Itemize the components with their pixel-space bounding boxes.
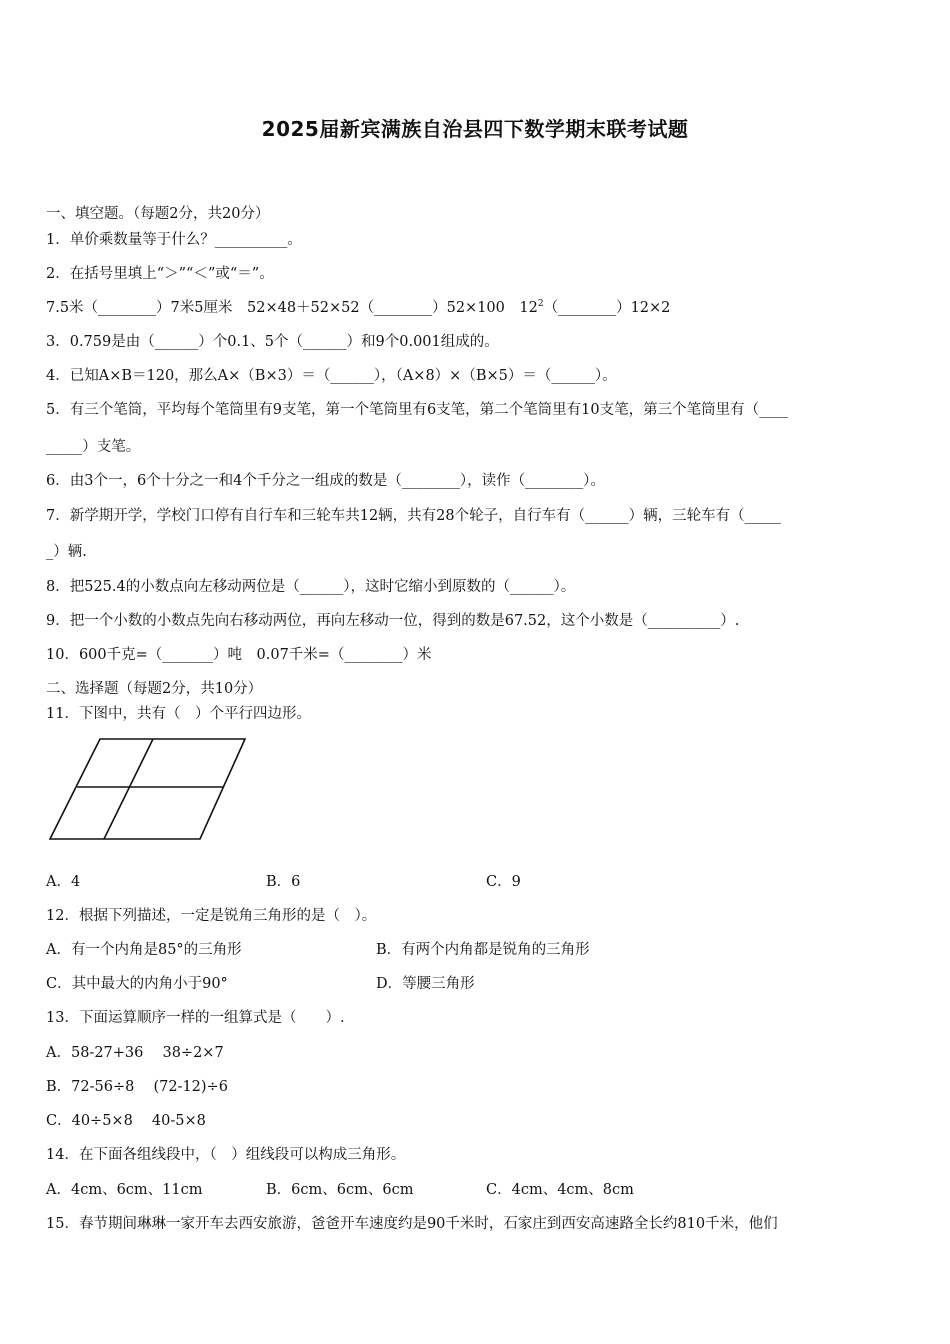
q11-option-b: B．6 bbox=[266, 874, 301, 890]
q12-option-c: C．其中最大的内角小于90° bbox=[46, 976, 228, 992]
question-13: 13．下面运算顺序一样的一组算式是（ ）. bbox=[46, 1010, 345, 1026]
question-11: 11．下图中，共有（ ）个平行四边形。 bbox=[46, 706, 311, 722]
question-2: 2．在括号里填上“＞”“＜”或“＝”。 bbox=[46, 266, 274, 282]
question-6: 6．由3个一，6个十分之一和4个千分之一组成的数是（________），读作（________）。 bbox=[46, 473, 605, 489]
q14-option-b: B．6cm、6cm、6cm bbox=[266, 1182, 414, 1198]
question-2-superscript: 2 bbox=[537, 299, 544, 310]
q12-option-a: A．有一个内角是85°的三角形 bbox=[46, 942, 242, 958]
q11-option-a: A．4 bbox=[46, 874, 81, 890]
question-3: 3．0.759是由（______）个0.1、5个（______）和9个0.001组成的。 bbox=[46, 334, 499, 350]
question-12: 12．根据下列描述，一定是锐角三角形的是（ ）。 bbox=[46, 908, 377, 924]
question-10: 10．600千克=（_______）吨 0.07千米=（________）米 bbox=[46, 647, 432, 663]
page-title: 2025届新宾满族自治县四下数学期末联考试题 bbox=[261, 117, 689, 141]
slanted-divider bbox=[104, 739, 153, 839]
question-2-items-main: 7.5米（________）7米5厘米 52×48＋52×52（________）52×100 12 bbox=[46, 300, 538, 316]
question-7-line-2: _）辆. bbox=[46, 544, 87, 560]
section-fill-in-heading: 一、填空题。（每题2分，共20分） bbox=[46, 206, 270, 222]
question-4: 4．已知A×B＝120，那么A×（B×3）＝（______），（A×8）×（B×5）＝（______）。 bbox=[46, 368, 617, 384]
question-14: 14．在下面各组线段中，（ ）组线段可以构成三角形。 bbox=[46, 1147, 406, 1163]
q12-option-d: D．等腰三角形 bbox=[376, 976, 475, 992]
q14-option-a: A．4cm、6cm、11cm bbox=[46, 1182, 203, 1198]
q13-option-b: B．72-56÷8 (72-12)÷6 bbox=[46, 1079, 228, 1095]
question-2-items bbox=[46, 296, 670, 317]
q13-option-a: A．58-27+36 38÷2×7 bbox=[46, 1045, 224, 1061]
question-15: 15．春节期间琳琳一家开车去西安旅游，爸爸开车速度约是90千米时，石家庄到西安高速路全长约810千米，他们 bbox=[46, 1216, 778, 1232]
question-7-line-1: 7．新学期开学，学校门口停有自行车和三轮车共12辆，共有28个轮子，自行车有（______）辆，三轮车有（_____ bbox=[46, 508, 781, 524]
question-8: 8．把525.4的小数点向左移动两位是（______），这时它缩小到原数的（______）。 bbox=[46, 579, 576, 595]
q11-option-c: C．9 bbox=[486, 874, 521, 890]
question-1: 1．单价乘数量等于什么？__________。 bbox=[46, 232, 302, 248]
question-2-items-tail: （________）12×2 bbox=[543, 300, 671, 316]
parallelogram-figure bbox=[46, 735, 248, 843]
question-5-line-1: 5．有三个笔筒，平均每个笔筒里有9支笔，第一个笔筒里有6支笔，第二个笔筒里有10支笔，第三个笔筒里有（____ bbox=[46, 402, 789, 418]
question-9: 9．把一个小数的小数点先向右移动两位，再向左移动一位，得到的数是67.52，这个小数是（__________）. bbox=[46, 613, 740, 629]
q13-option-c: C．40÷5×8 40-5×8 bbox=[46, 1113, 206, 1129]
section-choice-heading: 二、选择题（每题2分，共10分） bbox=[46, 681, 263, 697]
outer-parallelogram bbox=[50, 739, 245, 839]
question-5-line-2: _____）支笔。 bbox=[46, 439, 141, 455]
q12-option-b: B．有两个内角都是锐角的三角形 bbox=[376, 942, 590, 958]
q14-option-c: C．4cm、4cm、8cm bbox=[486, 1182, 634, 1198]
